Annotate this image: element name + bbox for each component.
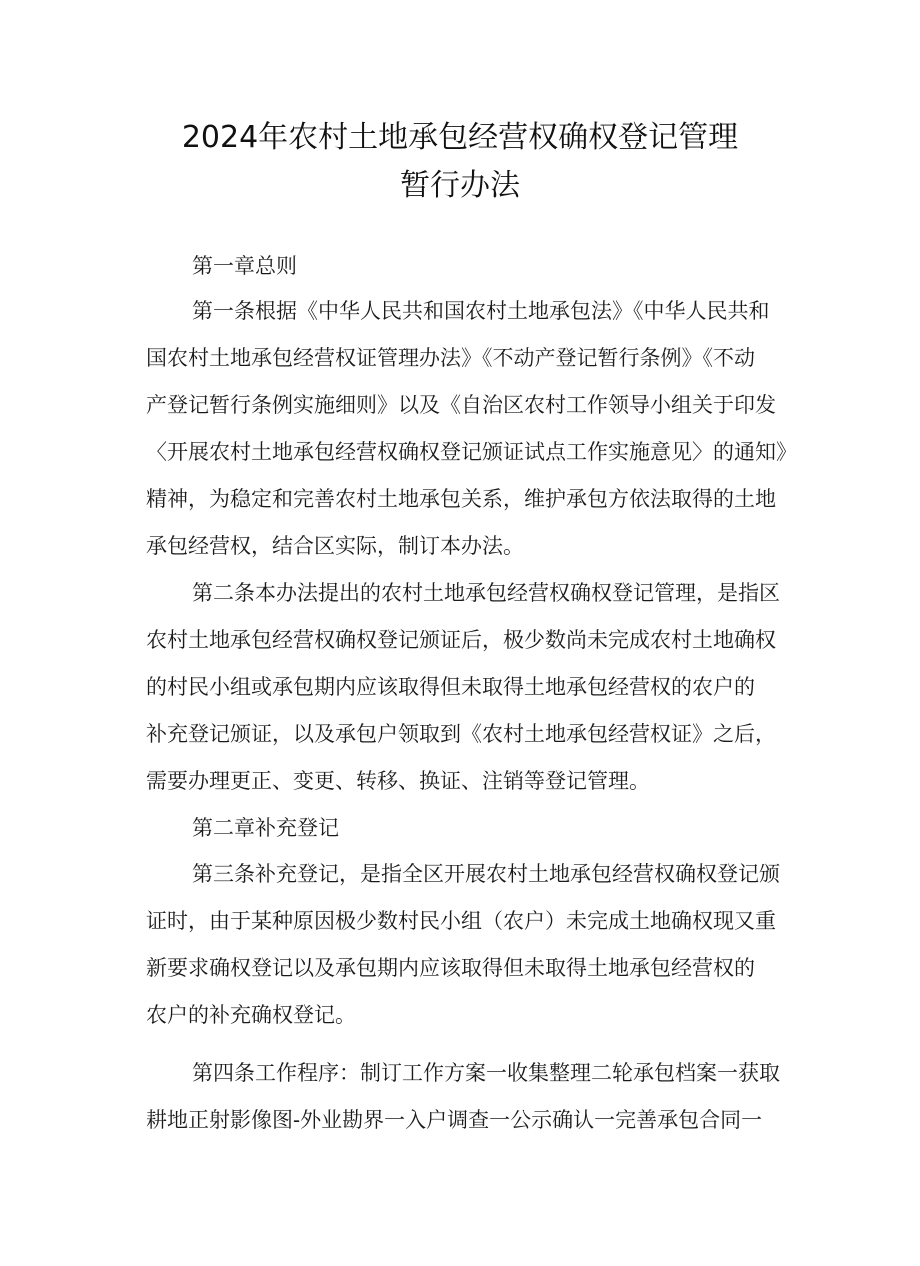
document-title-line-1: 2024年农村土地承包经营权确权登记管理	[181, 120, 739, 155]
paragraph-line: 农村土地承包经营权确权登记颁证后，极少数尚未完成农村土地确权	[146, 628, 776, 652]
paragraph-line: 第四条工作程序：制订工作方案一收集整理二轮承包档案一获取	[192, 1061, 780, 1085]
paragraph-line: 精神，为稳定和完善农村土地承包关系，维护承包方依法取得的土地	[146, 487, 776, 511]
paragraph-line: 第一条根据《中华人民共和国农村土地承包法》《中华人民共和	[192, 299, 770, 323]
paragraph-line: 第三条补充登记，是指全区开展农村土地承包经营权确权登记颁	[192, 862, 780, 886]
paragraph-line: 证时，由于某种原因极少数村民小组（农户）未完成土地确权现又重	[146, 909, 776, 933]
paragraph-line: 农户的补充确权登记。	[146, 1003, 356, 1027]
paragraph-line: 补充登记颁证，以及承包户领取到《农村土地承包经营权证》之后，	[146, 722, 776, 746]
paragraph-line: 新要求确权登记以及承包期内应该取得但未取得土地承包经营权的	[146, 956, 755, 980]
chapter-heading-1: 第一章总则	[192, 254, 297, 278]
paragraph-line: 产登记暂行条例实施细则》以及《自治区农村工作领导小组关于印发	[146, 393, 776, 417]
paragraph-line: 耕地正射影像图-外业勘界一入户调查一公示确认一完善承包合同一	[146, 1108, 763, 1132]
paragraph-line: 第二条本办法提出的农村土地承包经营权确权登记管理，是指区	[192, 581, 780, 605]
paragraph-line: 承包经营权，结合区实际，制订本办法。	[146, 534, 524, 558]
paragraph-line: 的村民小组或承包期内应该取得但未取得土地承包经营权的农户的	[146, 675, 755, 699]
chapter-heading-2: 第二章补充登记	[192, 816, 339, 840]
paragraph-line: 国农村土地承包经营权证管理办法》《不动产登记暂行条例》《不动	[146, 346, 755, 370]
paragraph-line: 〈开展农村土地承包经营权确权登记颁证试点工作实施意见〉的通知》	[146, 440, 797, 464]
paragraph-line: 需要办理更正、变更、转移、换证、注销等登记管理。	[146, 769, 650, 793]
document-title-line-2: 暂行办法	[400, 168, 520, 203]
